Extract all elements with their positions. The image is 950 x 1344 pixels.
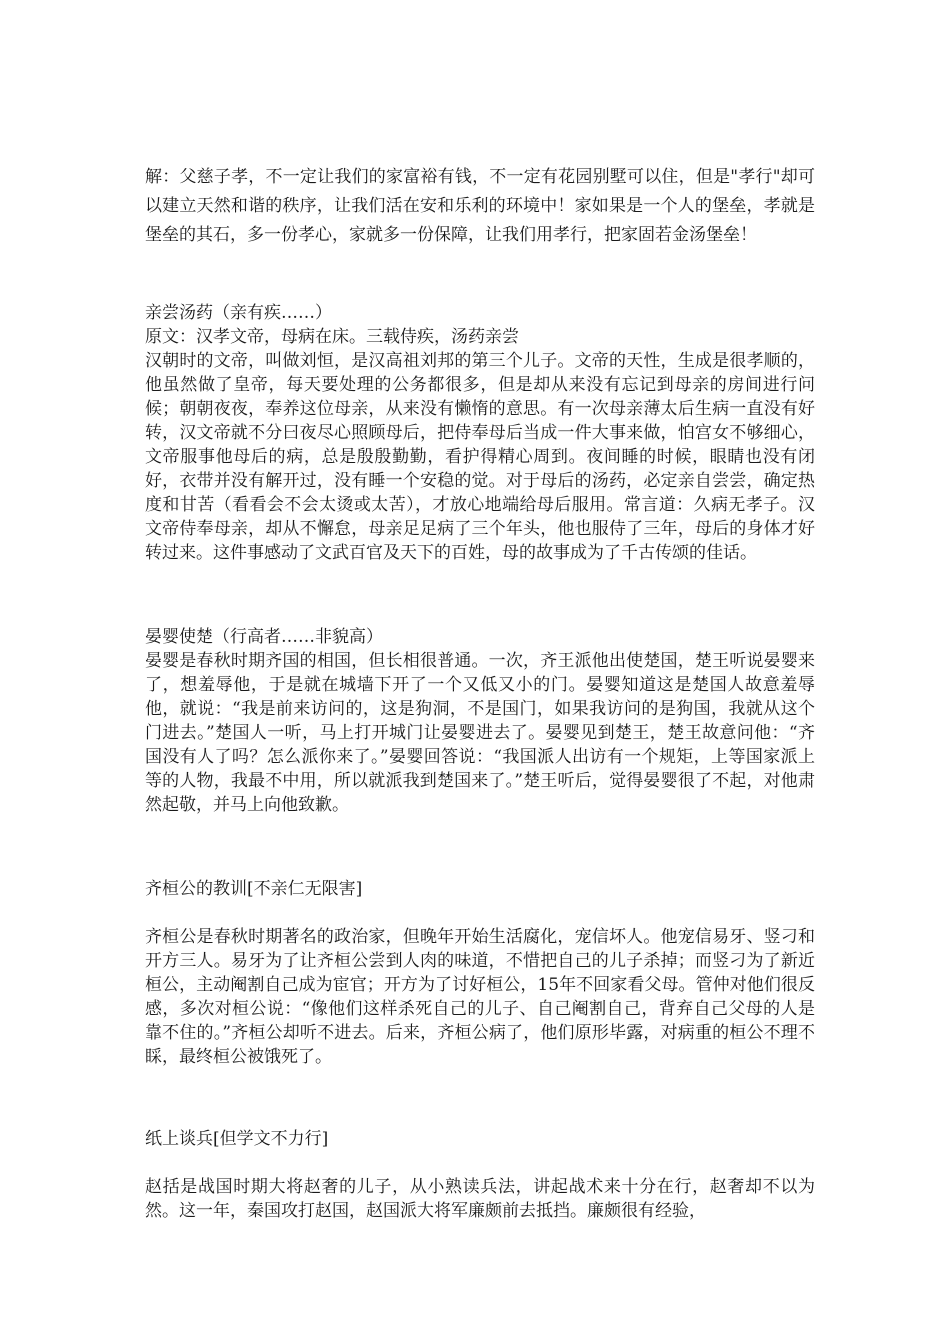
- story1-original-text: 原文：汉孝文帝，母病在床。三载侍疾，汤药亲尝: [145, 327, 519, 347]
- story3-body: 齐桓公是春秋时期著名的政治家，但晚年开始生活腐化，宠信坏人。他宠信易牙、竖刁和开方三人。易牙为了让齐桓公尝到人肉的味道，不惜把自己的儿子杀掉；而竖刁为了新近桓公，主动阉割自己成为宦官；开方为了讨好桓公，15年不回家看父母。管仲对他们很反感，多次对桓公说：“像他们这样杀死自己的儿子、自己阉割自己，背弃自己父母的人是靠不住的。”齐桓公却听不进去。后来，齐桓公病了，他们原形毕露，对病重的桓公不理不睬，最终桓公被饿死了。: [145, 927, 815, 1067]
- story3-title: 齐桓公的教训[不亲仁无限害]: [145, 879, 363, 899]
- story4-body: 赵括是战国时期大将赵奢的儿子，从小熟读兵法，讲起战术来十分在行，赵奢却不以为然。这一年，秦国攻打赵国，赵国派大将军廉颇前去抵挡。廉颇很有经验，: [145, 1177, 815, 1221]
- story1-body: 汉朝时的文帝，叫做刘恒，是汉高祖刘邦的第三个儿子。文帝的天性，生成是很孝顺的，他虽然做了皇帝，每天要处理的公务都很多，但是却从来没有忘记到母亲的房间进行问候；朝朝夜夜，奉养这位母亲，从来没有懒惰的意思。有一次母亲薄太后生病一直没有好转，汉文帝就不分曰夜尽心照顾母后，把侍奉母后当成一件大事来做，怕宫女不够细心，文帝服事他母后的病，总是殷殷勤勤，看护得精心周到。夜间睡的时候，眼睛也没有闭好，衣带并没有解开过，没有睡一个安稳的觉。对于母后的汤药，必定亲自尝尝，确定热度和甘苦（看看会不会太烫或太苦），才放心地端给母后服用。常言道：久病无孝子。汉文帝侍奉母亲，却从不懈怠，母亲足足病了三个年头，他也服侍了三年，母后的身体才好转过来。这件事感动了文武百官及天下的百姓，母的故事成为了千古传颂的佳话。: [145, 351, 815, 563]
- story2-title: 晏婴使楚（行高者……非貌高）: [145, 627, 383, 647]
- story2-body: 晏婴是春秋时期齐国的相国，但长相很普通。一次，齐王派他出使楚国，楚王听说晏婴来了，想羞辱他，于是就在城墙下开了一个又低又小的门。晏婴知道这是楚国人故意羞辱他，就说：“我是前来访问的，这是狗洞，不是国门，如果我访问的是狗国，我就从这个门进去。”楚国人一听，马上打开城门让晏婴进去了。晏婴见到楚王，楚王故意问他：“齐国没有人了吗？怎么派你来了。”晏婴回答说：“我国派人出访有一个规矩，上等国家派上等的人物，我最不中用，所以就派我到楚国来了。”楚王听后，觉得晏婴很了不起，对他肃然起敬，并马上向他致歉。: [145, 651, 815, 815]
- intro-paragraph: 解：父慈子孝，不一定让我们的家富裕有钱，不一定有花园别墅可以住，但是"孝行"却可以建立天然和谐的秩序，让我们活在安和乐利的环境中！家如果是一个人的堡垒，孝就是堡垒的其石，多一份孝心，家就多一份保障，让我们用孝行，把家固若金汤堡垒！: [145, 167, 815, 245]
- story4-title: 纸上谈兵[但学文不力行]: [145, 1129, 329, 1149]
- story1-title: 亲尝汤药（亲有疾……）: [145, 303, 332, 323]
